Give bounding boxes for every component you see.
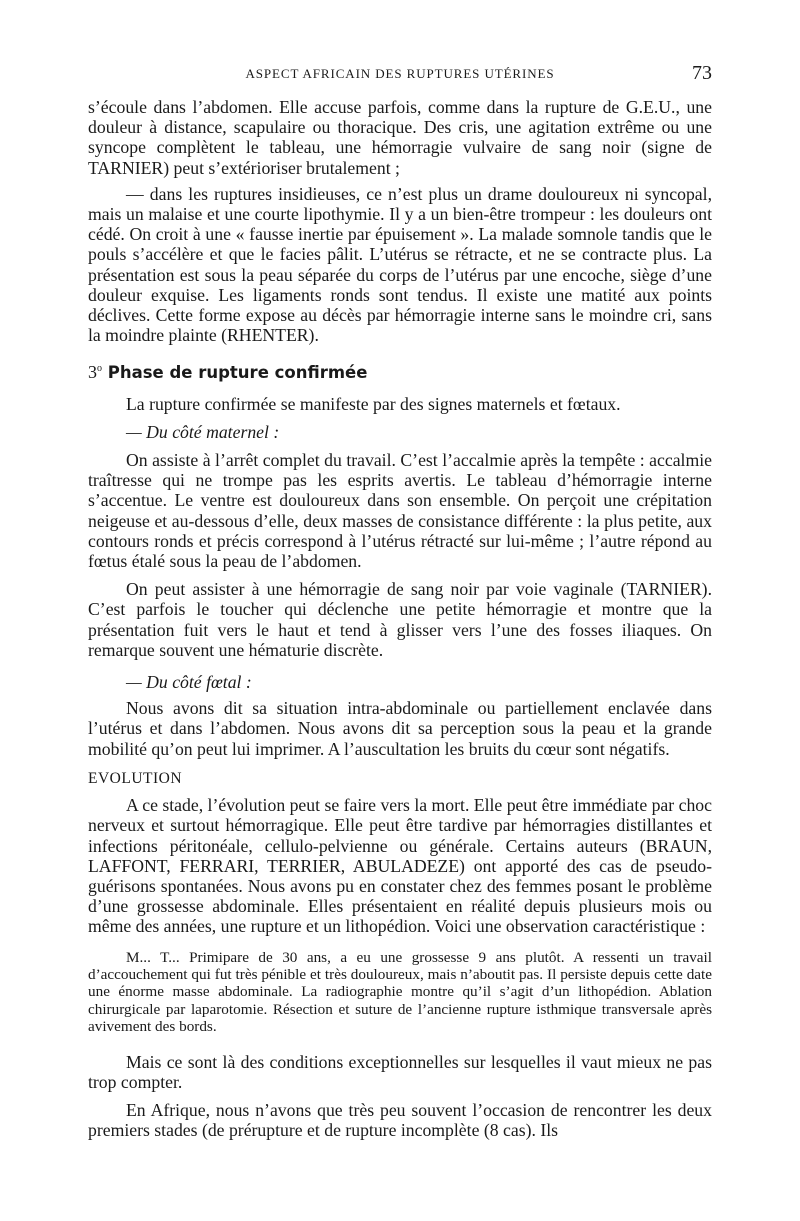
section-number: 3$^o$ xyxy=(88,362,102,383)
subheading-maternel: — Du côté maternel : xyxy=(126,421,280,442)
paragraph-1: s’écoule dans l’abdomen. Elle accuse parfois, comme dans la rupture de G.E.U., une douleur à distance, scapulaire ou thoracique. Des cris, une agitation extrême ou une syncope complètent le tableau, une hémorragie vulvaire de sang noir (signe de TARNIER) peut s’extérioriser brutalement ; xyxy=(88,97,712,178)
paragraph-3: La rupture confirmée se manifeste par des signes maternels et fœtaux. xyxy=(126,393,621,414)
subheading-foetal: — Du côté fœtal : xyxy=(126,672,252,693)
paragraph-9: En Afrique, nous n’avons que très peu souvent l’occasion de rencontrer les deux premiers stades (de prérupture et de rupture incomplète (8 cas). Ils xyxy=(88,1099,712,1141)
page-body xyxy=(88,97,712,1140)
paragraph-6: Nous avons dit sa situation intra-abdominale ou partiellement enclavée dans l’utérus et dans l’abdomen. Nous avons dit sa perception sous la peau et la grande mobilité qu’on peut lui imprimer. A l’auscultation les bruits du cœur sont négatifs. xyxy=(88,698,712,759)
section-heading xyxy=(88,359,712,383)
section-title: Phase de rupture confirmée xyxy=(107,363,368,383)
paragraph-7: A ce stade, l’évolution peut se faire vers la mort. Elle peut être immédiate par choc nerveux et surtout hémorragique. Elle peut être tardive par hémorragies distillantes et infections péritonéale, cellulo-pelvienne ou générale. Certains auteurs (BRAUN, LAFFONT, FERRARI, TERRIER, ABULADEZE) ont apporté des cas de pseudo-guérisons spontanées. Nous avons pu en constater chez des femmes posant le problème d’une grossesse abdominale. Elles présentaient en réalité depuis plusieurs mois ou même des années, une rupture et un lithopédion. Voici une observation caractéristique : xyxy=(88,795,712,937)
evolution-heading: EVOLUTION xyxy=(88,769,183,787)
paragraph-4: On assiste à l’arrêt complet du travail. C’est l’accalmie après la tempête : accalmie traîtresse qui ne trompe pas les esprits avertis. Le tableau d’hémorragie interne s’accentue. Le ventre est douloureux dans son ensemble. On perçoit une crépitation neigeuse et au-dessous d’elle, deux masses de consistance différente : la plus petite, aux contours ronds et précis correspond à l’utérus rétracté sur lui-même ; l’autre répond au fœtus étalé sous la peau de l’abdomen. xyxy=(88,450,712,572)
running-title: ASPECT AFRICAIN DES RUPTURES UTÉRINES xyxy=(245,66,555,81)
paragraph-5: On peut assister à une hémorragie de sang noir par voie vaginale (TARNIER). C’est parfois le toucher qui déclenche une petite hémorragie et montre que la présentation fuit vers le haut et tend à glisser vers l’une des fosses iliaques. On remarque souvent une hématurie discrète. xyxy=(88,579,712,660)
observation-note: M... T... Primipare de 30 ans, a eu une grossesse 9 ans plutôt. A ressenti un travail d’accouchement qui fut très pénible et très douloureux, mais n’aboutit pas. Il persiste depuis cette date une énorme masse abdominale. La radiographie montre qu’il s’agit d’un lithopédion. Ablation chirurgicale par laparotomie. Résection et suture de l’ancienne rupture isthmique transversale après avivement des bords. xyxy=(88,948,712,1036)
page-number: 73 xyxy=(692,62,712,84)
paragraph-8: Mais ce sont là des conditions exceptionnelles sur lesquelles il vaut mieux ne pas trop compter. xyxy=(88,1051,712,1092)
paragraph-2: — dans les ruptures insidieuses, ce n’est plus un drame douloureux ni syncopal, mais un malaise et une courte lipothymie. Il y a un bien-être trompeur : les douleurs ont cédé. On croit à une « fausse inertie par épuisement ». La malade somnole tandis que le pouls s’accélère et que le facies pâlit. L’utérus se rétracte, et ne se contracte plus. La présentation est sous la peau séparée du corps de l’utérus par une encoche, siège d’une douleur exquise. Les ligaments ronds sont tendus. Il existe une matité aux points déclives. Cette forme expose au décès par hémorragie interne sans le moindre cri, sans la moindre plainte (RHENTER). xyxy=(88,183,712,346)
page-header xyxy=(88,62,712,88)
